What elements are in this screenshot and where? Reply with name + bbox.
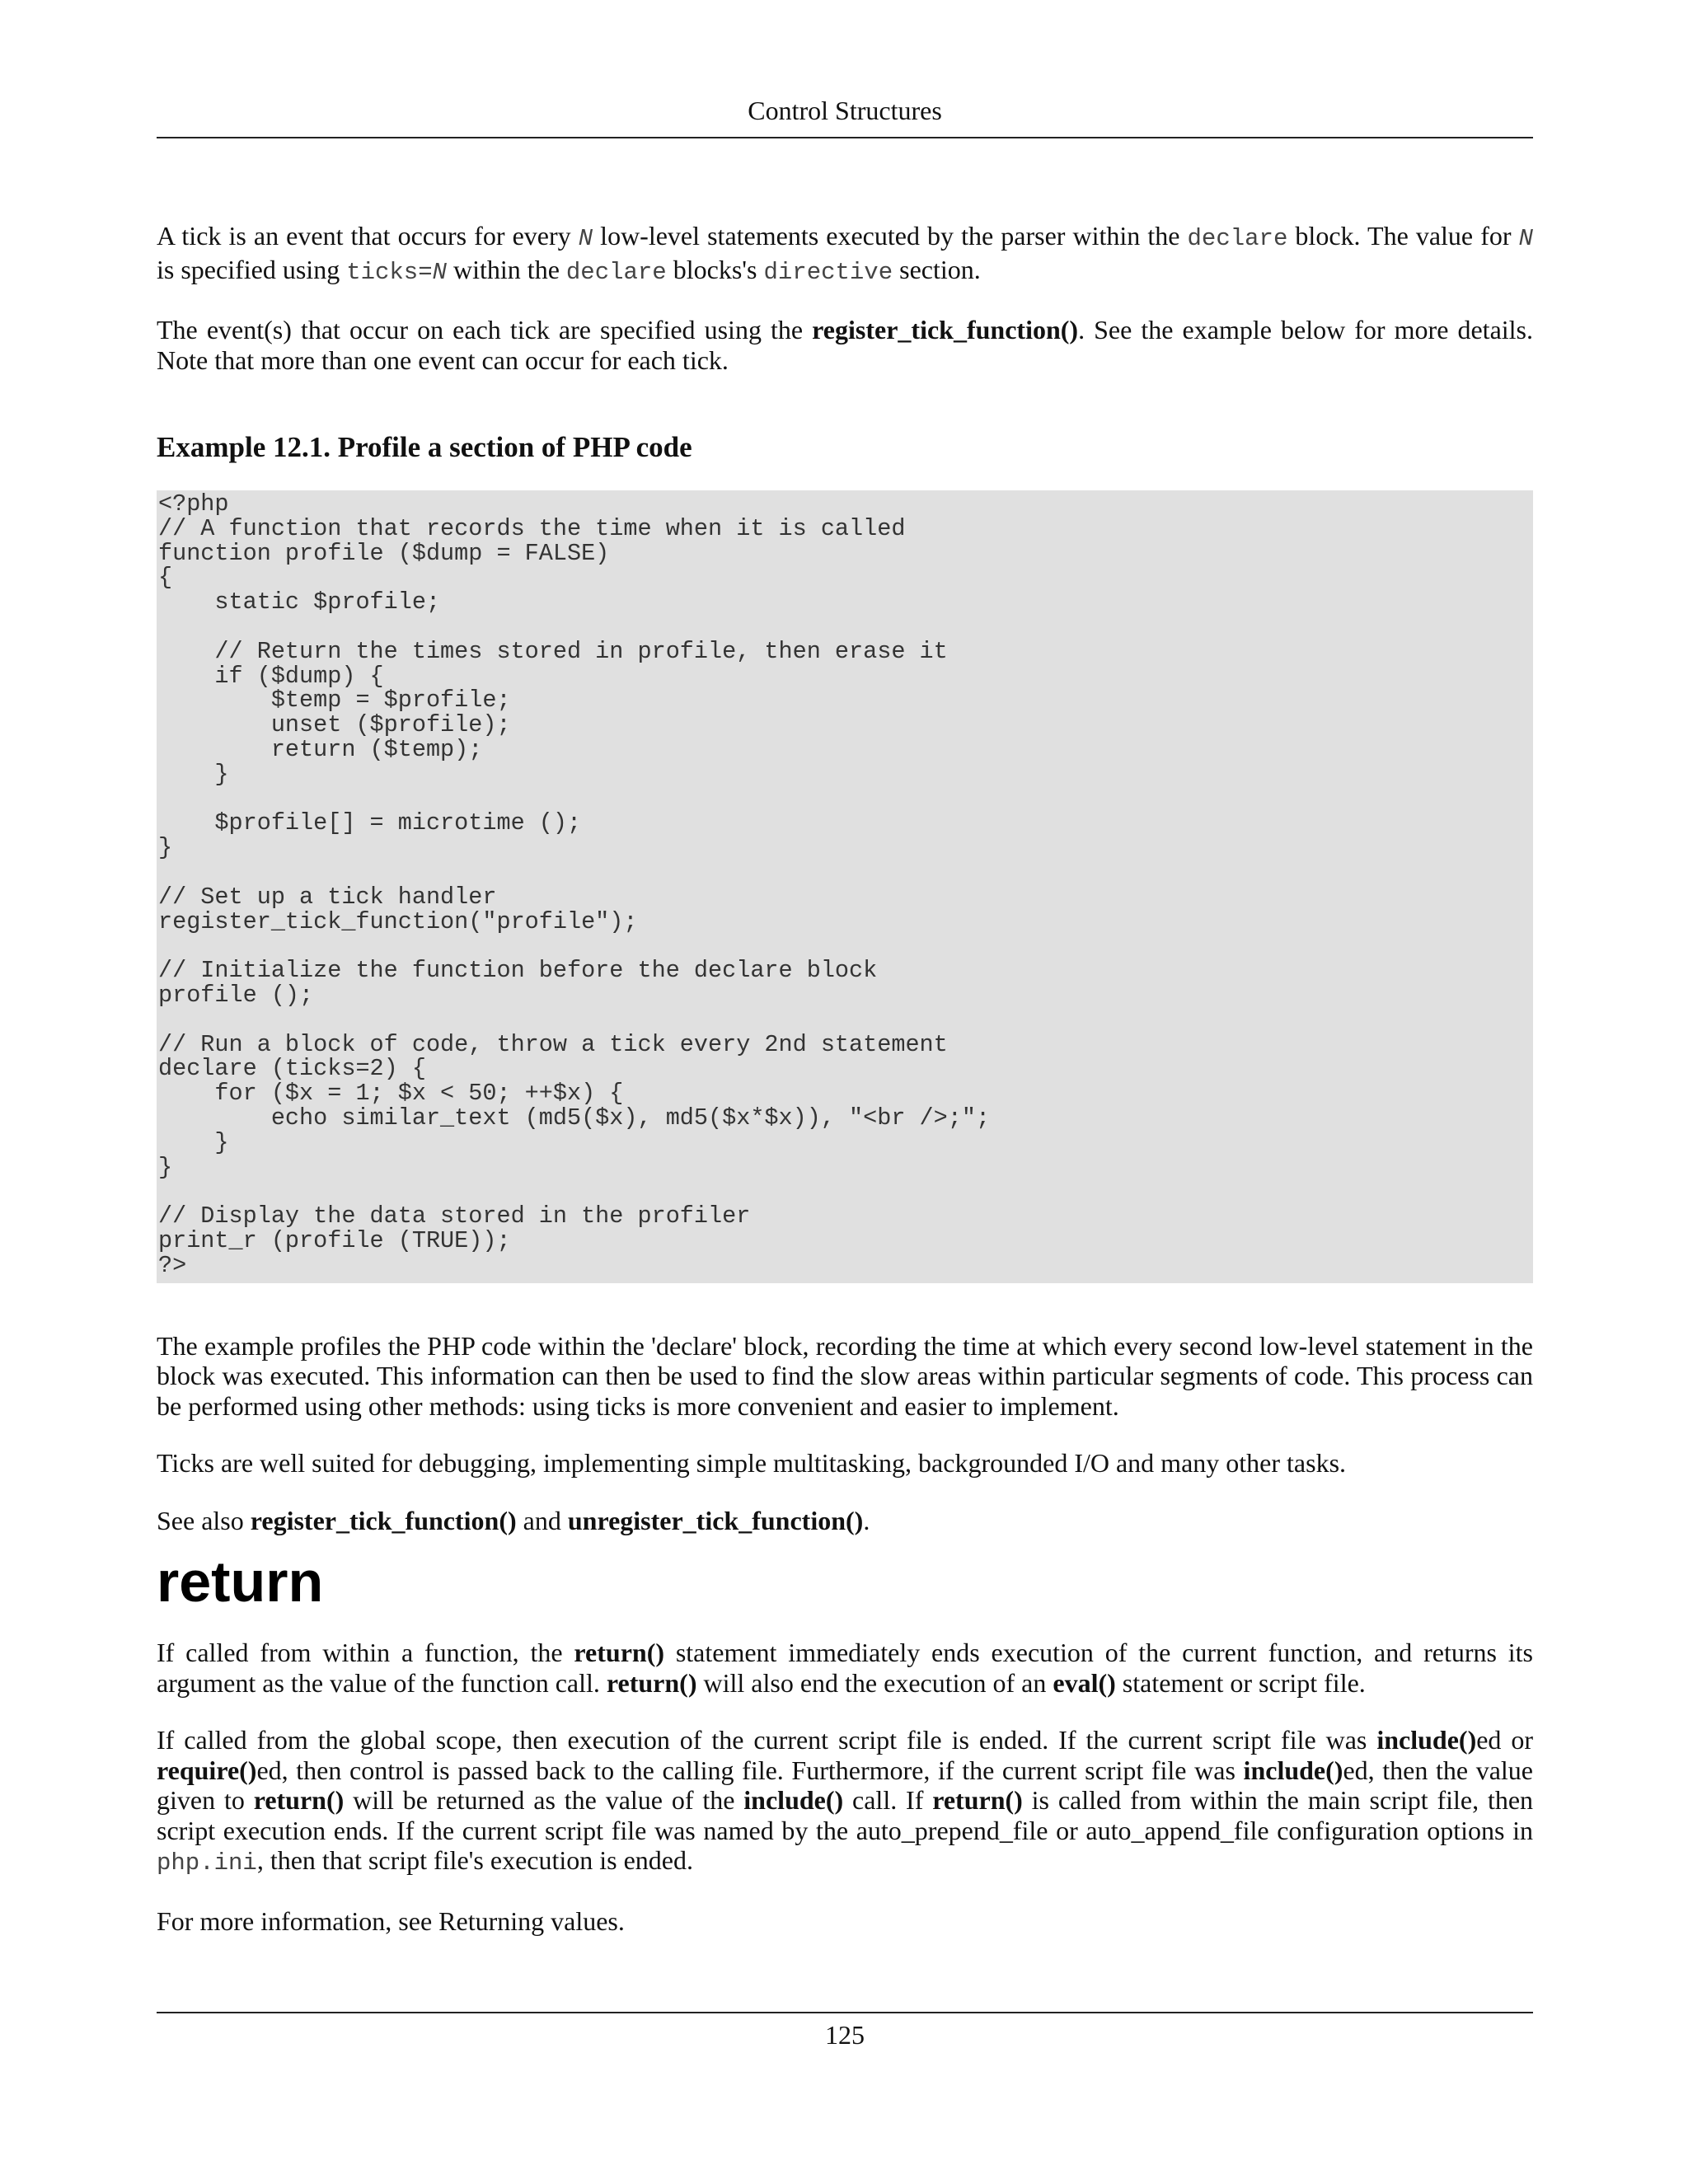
inline-code: ticks=N [346,258,448,286]
document-page [157,0,1533,2184]
inline-code: php.ini [157,1849,257,1877]
page-number: 125 [825,2020,865,2050]
function-name: return() [606,1667,697,1698]
inline-code: N [578,225,593,252]
return-paragraph-1: If called from within a function, the return() statement immediately ends execution of the current function, and returns its argument as the value of the function call. return() will also end the execution of an eval() statement or script file. [157,1638,1534,1698]
ticks-suited-paragraph: Ticks are well suited for debugging, implementing simple multitasking, backgrounded I/O and many other tasks. [157,1448,1347,1478]
function-name: include() [743,1785,844,1815]
tick-events-paragraph: The event(s) that occur on each tick are specified using the register_tick_function(). See the example below for more details. Note that more than one event can occur for each tick. [157,315,1534,375]
function-name: include() [1243,1755,1343,1785]
inline-code: directive [763,258,893,286]
running-header: Control Structures [748,96,942,125]
tick-intro-paragraph: A tick is an event that occurs for every N low-level statements executed by the parser within the declare block. The value for N is specified using ticks=N within the declare blocks's directive section. [157,221,1534,286]
function-name: require() [157,1755,257,1785]
function-link[interactable]: unregister_tick_function() [567,1505,864,1535]
function-name: return() [574,1638,664,1667]
example-title: Example 12.1. Profile a section of PHP code [157,431,692,463]
function-name: include() [1376,1725,1477,1755]
see-also-paragraph: See also register_tick_function() and unregister_tick_function(). [157,1505,870,1535]
example-explanation-paragraph: The example profiles the PHP code within the 'declare' block, recording the time at which every second low-level statement in the block was executed. This information can then be used to find the slow areas within particular segments of code. This process can be performed using other methods: using ticks is more convenient and easier to implement. [157,1330,1533,1421]
inline-code: declare [565,258,667,286]
code-listing: <?php // A function that records the time when it is called function profile ($dump = FALSE) { static $profile; // Return the times stored in profile, then erase it if ($dump) { $temp = $profile; unset ($profile); return ($temp); } $profile[] = microtime (); } // Set up a tick handler register_tick_function("profile"); // Initialize the function before the declare block profile (); // Run a block of code, throw a tick every 2nd statement declare (ticks=2) { for ($x = 1; $x < 50; ++$x) { echo similar_text (md5($x), md5($x*$x)), "<br />;"; } } // Display the data stored in the profiler print_r (profile (TRUE)); ?> [157,490,1533,1283]
function-name: eval() [1053,1667,1116,1698]
section-title: return [157,1549,324,1614]
function-link[interactable]: register_tick_function() [250,1505,517,1535]
return-paragraph-2: If called from the global scope, then execution of the current script file is ended. If the current script file was include()ed or require()ed, then control is passed back to the calling file. Furthermore, if the current script file was include()ed, then the value given to return() will be returned as the value of the include() call. If return() is called from within the main script file, then script execution ends. If the current script file was named by the auto_prepend_file or auto_append_file configuration options in php.ini, then that script file's execution is ended. [157,1725,1534,1877]
function-name: return() [253,1785,345,1815]
function-name: register_tick_function() [812,315,1079,344]
header-rule [157,137,1533,138]
footer-rule [157,2012,1533,2013]
function-name: return() [932,1785,1023,1815]
page-content [157,221,1533,1936]
inline-code: N [1518,225,1534,252]
inline-code: declare [1187,225,1288,252]
more-info-paragraph: For more information, see Returning values. [157,1905,625,1936]
